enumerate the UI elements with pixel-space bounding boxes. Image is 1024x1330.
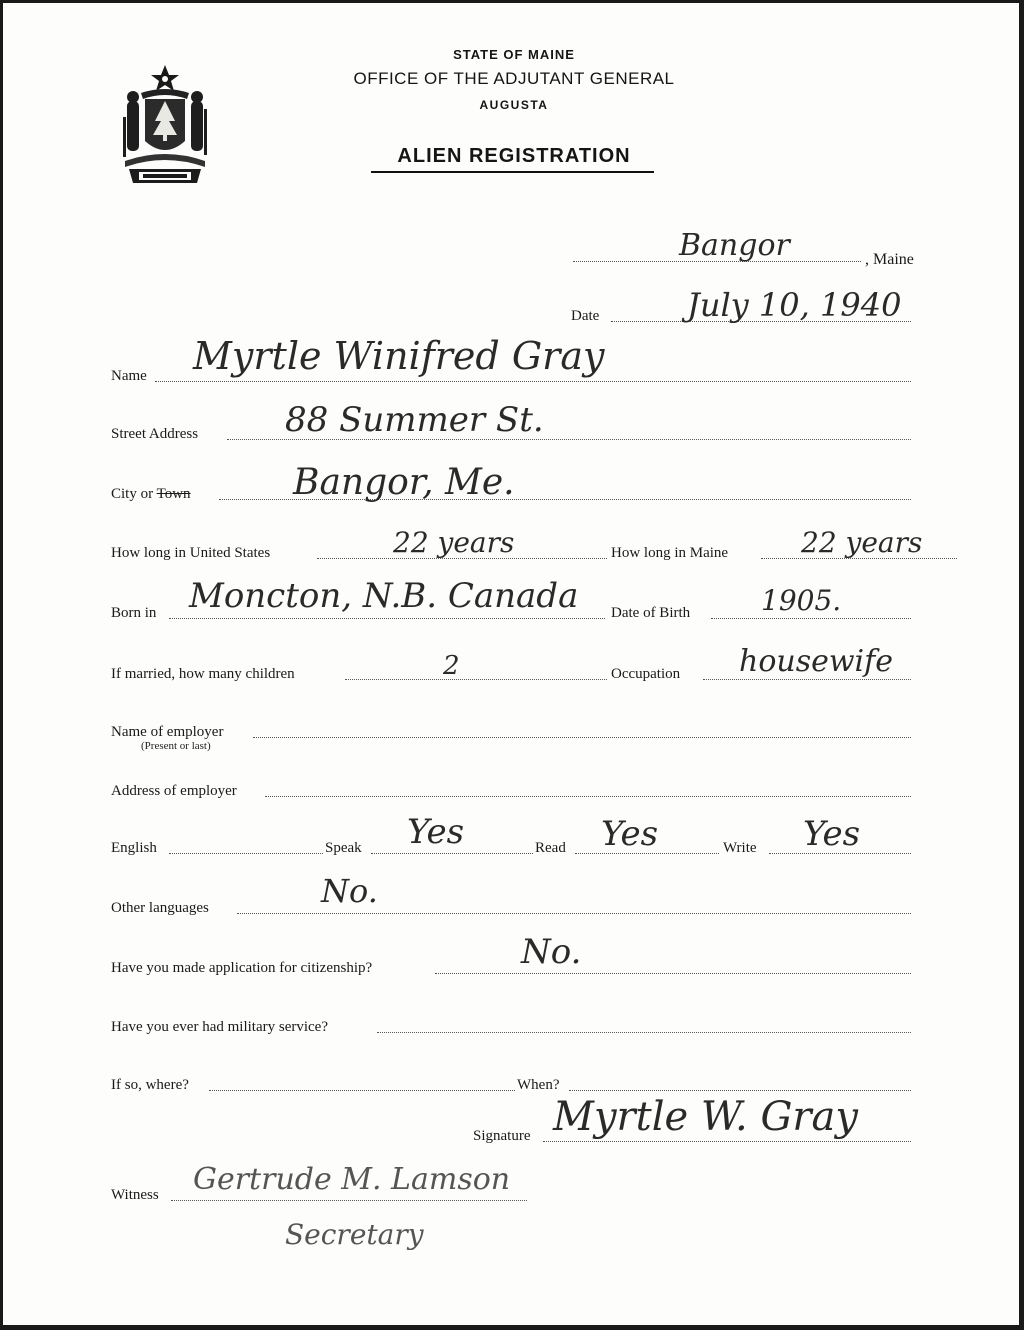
read-label: Read — [535, 840, 566, 856]
witness-title: Secretary — [285, 1218, 424, 1251]
date-label: Date — [571, 308, 600, 324]
occupation-label: Occupation — [611, 666, 681, 682]
date-value: July 10, 1940 — [687, 286, 902, 324]
how-long-us-label: How long in United States — [111, 545, 271, 561]
date-of-birth-label: Date of Birth — [611, 605, 691, 621]
born-in-label: Born in — [111, 605, 157, 621]
how-long-maine-value: 22 years — [801, 526, 923, 559]
when-label: When? — [517, 1077, 560, 1093]
page-title: ALIEN REGISTRATION — [397, 145, 631, 167]
office-name: OFFICE OF THE ADJUTANT GENERAL — [353, 69, 675, 88]
street-address-label: Street Address — [111, 426, 199, 442]
state-name: STATE OF MAINE — [453, 47, 575, 62]
how-long-maine-label: How long in Maine — [611, 545, 729, 561]
city-town-value: Bangor, Me. — [293, 462, 515, 503]
signature-value: Myrtle W. Gray — [553, 1094, 858, 1140]
how-long-us-value: 22 years — [393, 526, 515, 559]
where-label: If so, where? — [111, 1077, 189, 1093]
citizenship-value: No. — [521, 932, 582, 972]
write-label: Write — [723, 840, 757, 856]
read-value: Yes — [601, 814, 659, 854]
maine-state-seal — [113, 61, 217, 189]
state-suffix-label: , Maine — [865, 251, 914, 268]
name-label: Name — [111, 368, 147, 384]
title-underline — [371, 171, 654, 173]
children-label: If married, how many children — [111, 666, 295, 682]
children-value: 2 — [443, 651, 460, 681]
street-address-value: 88 Summer St. — [285, 400, 544, 440]
employer-name-note: (Present or last) — [141, 740, 211, 752]
city-name: AUGUSTA — [479, 98, 549, 112]
speak-value: Yes — [407, 812, 465, 852]
other-languages-label: Other languages — [111, 900, 209, 916]
write-value: Yes — [803, 814, 861, 854]
born-in-value: Moncton, N.B. Canada — [189, 576, 579, 616]
date-of-birth-value: 1905. — [761, 584, 842, 617]
name-value: Myrtle Winifred Gray — [193, 334, 605, 378]
place-value: Bangor — [679, 228, 790, 263]
english-label: English — [111, 840, 157, 856]
citizenship-label: Have you made application for citizenship? — [111, 960, 373, 976]
employer-name-label: Name of employer — [111, 724, 224, 740]
occupation-value: housewife — [739, 644, 893, 679]
witness-label: Witness — [111, 1187, 159, 1203]
military-service-label: Have you ever had military service? — [111, 1019, 328, 1035]
registration-form — [3, 3, 1019, 1325]
other-languages-value: No. — [321, 872, 378, 910]
city-town-label: City or Town — [111, 486, 191, 502]
speak-label: Speak — [325, 840, 362, 856]
witness-value: Gertrude M. Lamson — [193, 1162, 511, 1197]
employer-address-label: Address of employer — [111, 783, 237, 799]
signature-label: Signature — [473, 1128, 531, 1144]
